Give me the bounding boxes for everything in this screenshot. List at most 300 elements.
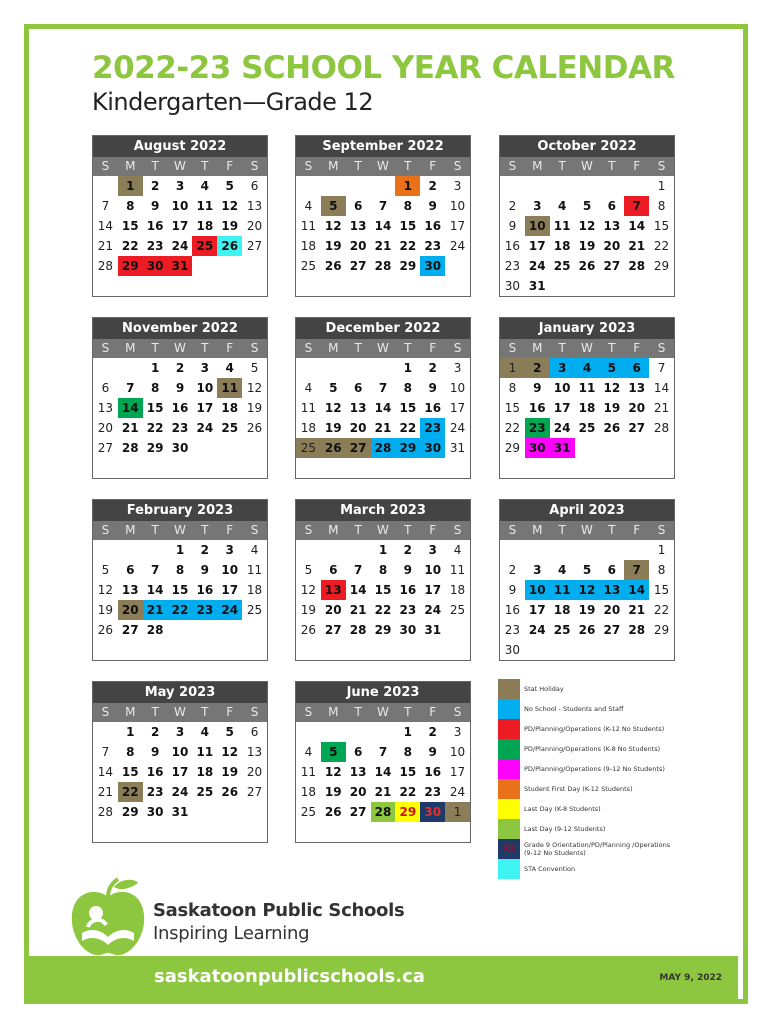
day-cell: 23 [192,600,217,620]
legend-label: Stat Holiday [524,685,564,693]
empty-cell [500,540,525,560]
day-cell: 27 [628,421,646,435]
day-cell: 11 [300,219,317,233]
day-cell: 15 [399,765,417,779]
day-cell: 7 [378,199,388,213]
weekday-label: S [101,159,110,173]
day-cell: 29 [653,623,670,637]
day-cell: 13 [121,583,139,597]
weekday-label: T [151,341,159,355]
day-cell: 20 [349,421,367,435]
day-cell: 21 [374,239,392,253]
month-title: October 2022 [500,136,674,157]
day-cell: 14 [653,381,670,395]
day-cell: 25 [300,259,317,273]
day-cell: 26 [246,421,263,435]
weekday-label: M [125,705,136,719]
day-cell: 17 [528,603,546,617]
weekday-label: M [532,341,543,355]
day-cell: 27 [121,623,139,637]
day-cell: 19 [324,785,342,799]
day-cell: 10 [449,199,466,213]
day-cell: 28 [97,259,114,273]
weekday-label: M [532,523,543,537]
day-cell: 6 [353,745,363,759]
month-calendar [92,135,268,297]
day-cell: 13 [349,219,367,233]
day-cell: 7 [150,563,160,577]
day-cell: 27 [346,438,371,458]
day-cell: 20 [628,401,646,415]
weekday-label: W [377,523,389,537]
day-cell: 12 [603,381,621,395]
day-cell: 20 [349,239,367,253]
empty-cell [296,176,321,196]
legend-swatch [498,739,520,759]
weekday-label: S [304,523,313,537]
day-cell: 12 [97,583,114,597]
day-cell: 5 [582,563,592,577]
day-cell: 31 [424,623,442,637]
weekday-label: W [174,705,186,719]
day-cell: 15 [146,401,164,415]
day-cell: 11 [553,219,571,233]
day-cell: 22 [653,239,670,253]
day-cell: 19 [246,401,263,415]
day-cell: 4 [575,358,600,378]
day-cell: 29 [146,441,164,455]
weekday-label: F [226,341,234,355]
weekday-label: M [328,341,339,355]
day-cell: 16 [399,583,417,597]
day-cell: 17 [449,219,466,233]
legend-item [498,759,688,779]
day-cell: 24 [528,623,546,637]
day-cell: 13 [246,745,263,759]
empty-cell [575,176,600,196]
day-cell: 17 [171,219,189,233]
day-cell: 11 [196,745,214,759]
day-cell: 8 [657,199,666,213]
day-cell: 26 [97,623,114,637]
day-grid [296,540,470,640]
day-cell: 6 [607,199,617,213]
day-cell: 2 [428,361,437,375]
day-cell: 28 [121,441,139,455]
day-cell: 8 [403,381,413,395]
day-cell: 24 [424,603,442,617]
weekday-label: S [101,705,110,719]
revision-date: MAY 9, 2022 [659,973,722,983]
day-cell: 10 [196,381,214,395]
day-cell: 26 [578,623,596,637]
weekday-label: F [429,341,437,355]
weekday-label: F [429,705,437,719]
day-cell: 27 [603,623,621,637]
day-cell: 5 [101,563,110,577]
weekday-label: W [581,341,593,355]
legend-label: STA Convention [524,865,576,873]
day-cell: 2 [525,358,550,378]
empty-cell [143,540,168,560]
day-cell: 30 [399,623,417,637]
day-cell: 6 [624,358,649,378]
day-cell: 7 [657,361,666,375]
day-cell: 27 [349,259,367,273]
weekday-label: T [404,341,412,355]
weekday-label: S [453,705,462,719]
day-cell: 21 [143,600,168,620]
day-cell: 8 [126,199,135,213]
day-cell: 14 [624,580,649,600]
legend-label: PD/Planning/Operations (9-12 No Students) [524,765,665,773]
legend-item [498,859,688,879]
day-cell: 17 [171,765,189,779]
month-title: May 2023 [93,682,267,703]
day-cell: 17 [196,401,214,415]
day-cell: 7 [624,560,649,580]
weekday-label: T [354,159,362,173]
day-cell: 12 [324,219,342,233]
day-cell: 10 [449,745,466,759]
day-cell: 22 [399,785,417,799]
day-cell: 11 [217,378,242,398]
day-cell: 13 [321,580,346,600]
day-cell: 24 [528,259,546,273]
empty-cell [296,540,321,560]
day-cell: 19 [221,765,239,779]
day-cell: 5 [599,358,624,378]
day-cell: 6 [329,563,338,577]
weekday-label: S [453,159,462,173]
day-grid [296,358,470,458]
legend-item [498,719,688,739]
day-cell: 16 [146,219,164,233]
day-cell: 29 [653,259,670,273]
day-cell: 11 [550,580,575,600]
weekday-label: S [304,341,313,355]
day-cell: 7 [126,381,135,395]
day-cell: 28 [628,259,646,273]
empty-cell [93,358,118,378]
weekday-label: S [304,159,313,173]
day-cell: 15 [399,219,417,233]
weekday-label: T [558,523,566,537]
day-cell: 1 [500,358,525,378]
weekday-label: S [508,341,517,355]
empty-cell [599,540,624,560]
legend-label: PD/Planning/Operations (K-12 No Students) [524,725,665,733]
day-cell: 14 [97,765,114,779]
day-cell: 25 [578,421,596,435]
empty-cell [118,358,143,378]
day-cell: 25 [221,421,239,435]
day-cell: 9 [150,745,160,759]
day-cell: 27 [246,785,263,799]
day-cell: 6 [101,381,110,395]
empty-cell [321,540,346,560]
day-cell: 5 [304,563,313,577]
day-cell: 1 [378,543,388,557]
day-cell: 2 [428,179,437,193]
day-cell: 8 [126,745,135,759]
legend-item [498,739,688,759]
month-title: September 2022 [296,136,470,157]
day-cell: 26 [221,785,239,799]
weekday-header [296,521,470,540]
day-cell: 30 [525,438,550,458]
day-cell: 15 [171,583,189,597]
day-cell: 15 [504,401,521,415]
day-cell: 24 [449,421,466,435]
empty-cell [296,358,321,378]
day-cell: 3 [175,179,185,193]
day-cell: 9 [428,381,437,395]
weekday-label: S [453,341,462,355]
day-cell: 10 [449,381,466,395]
day-cell: 29 [395,802,420,822]
day-cell: 19 [324,239,342,253]
day-cell: 23 [504,623,521,637]
empty-cell [93,540,118,560]
day-cell: 4 [200,179,210,193]
weekday-label: F [633,159,641,173]
weekday-label: T [151,159,159,173]
day-cell: 11 [300,401,317,415]
month-calendar [92,499,268,661]
day-cell: 20 [246,219,263,233]
day-cell: 11 [300,765,317,779]
day-cell: 4 [453,543,462,557]
day-cell: 2 [428,725,437,739]
day-cell: 11 [449,563,466,577]
day-cell: 20 [97,421,114,435]
day-cell: 13 [349,765,367,779]
weekday-label: T [404,159,412,173]
day-cell: 3 [225,543,234,557]
weekday-label: S [250,341,259,355]
legend-label: Grade 9 Orientation/PD/Planning /Operations (9-12 No Students) [524,841,671,857]
day-cell: 13 [603,219,621,233]
day-cell: 21 [653,401,670,415]
day-cell: 6 [126,563,135,577]
day-cell: 28 [628,623,646,637]
day-cell: 12 [221,199,239,213]
weekday-label: M [328,705,339,719]
month-calendar [92,317,268,479]
day-cell: 31 [449,441,466,455]
weekday-label: T [354,705,362,719]
weekday-header [500,521,674,540]
day-grid [296,176,470,276]
day-cell: 22 [504,421,521,435]
day-cell: 21 [121,421,139,435]
day-cell: 23 [146,239,164,253]
day-cell: 22 [399,421,417,435]
day-cell: 19 [97,603,114,617]
weekday-label: T [201,523,209,537]
empty-cell [93,722,118,742]
day-cell: 24 [449,785,466,799]
day-cell: 5 [321,196,346,216]
day-cell: 10 [525,216,550,236]
day-cell: 13 [97,401,114,415]
page-subtitle: Kindergarten—Grade 12 [92,88,374,116]
day-cell: 21 [628,239,646,253]
empty-cell [550,176,575,196]
empty-cell [93,176,118,196]
day-cell: 18 [221,401,239,415]
day-cell: 16 [424,401,442,415]
day-cell: 2 [150,725,160,739]
day-cell: 9 [533,381,542,395]
empty-cell [371,722,396,742]
weekday-label: T [404,523,412,537]
day-cell: 21 [97,785,114,799]
day-cell: 17 [528,239,546,253]
day-cell: 10 [525,580,550,600]
day-cell: 19 [324,421,342,435]
legend-label: Last Day (K-8 Students) [524,805,601,813]
day-cell: 23 [424,785,442,799]
weekday-label: S [453,523,462,537]
day-cell: 28 [371,802,396,822]
day-cell: 30 [143,256,168,276]
weekday-label: F [429,159,437,173]
day-cell: 30 [504,279,521,293]
day-cell: 25 [296,438,321,458]
day-cell: 12 [246,381,263,395]
day-cell: 27 [246,239,263,253]
day-cell: 1 [150,361,160,375]
day-cell: 25 [196,785,214,799]
day-cell: 23 [399,603,417,617]
day-grid [500,540,674,660]
day-cell: 4 [557,563,567,577]
day-cell: 30 [146,805,164,819]
day-cell: 26 [578,259,596,273]
empty-cell [525,540,550,560]
day-cell: 14 [374,219,392,233]
weekday-label: S [304,705,313,719]
website-link[interactable]: saskatoonpublicschools.ca [154,966,425,987]
day-cell: 2 [150,179,160,193]
weekday-label: T [558,341,566,355]
weekday-label: S [250,523,259,537]
day-cell: 10 [424,563,442,577]
day-cell: 22 [653,603,670,617]
day-cell: 26 [324,805,342,819]
legend-item [498,839,688,859]
day-cell: 22 [399,239,417,253]
day-cell: 21 [628,603,646,617]
weekday-label: T [151,523,159,537]
day-cell: 31 [528,279,546,293]
weekday-label: T [608,523,616,537]
day-cell: 9 [150,199,160,213]
day-cell: 14 [118,398,143,418]
day-cell: 12 [578,219,596,233]
weekday-label: S [657,523,666,537]
day-cell: 28 [371,438,396,458]
day-cell: 29 [118,256,143,276]
day-cell: 27 [603,259,621,273]
weekday-header [296,703,470,722]
day-cell: 13 [599,580,624,600]
month-calendar [499,499,675,661]
day-cell: 29 [374,623,392,637]
weekday-label: T [354,523,362,537]
empty-cell [500,176,525,196]
day-cell: 25 [553,623,571,637]
day-cell: 17 [553,401,571,415]
weekday-label: M [125,523,136,537]
day-cell: 12 [324,765,342,779]
weekday-header [93,339,267,358]
legend-item [498,779,688,799]
day-cell: 7 [353,563,363,577]
day-cell: 4 [304,381,313,395]
day-cell: 24 [171,785,189,799]
org-name: Saskatoon Public Schools [153,900,405,921]
day-cell: 28 [349,623,367,637]
empty-cell [321,358,346,378]
day-cell: 16 [424,765,442,779]
day-cell: 14 [349,583,367,597]
day-cell: 10 [221,563,239,577]
day-cell: 1 [395,176,420,196]
day-cell: 3 [550,358,575,378]
weekday-label: T [201,705,209,719]
weekday-label: W [377,705,389,719]
legend-label: No School - Students and Staff [524,705,624,713]
day-cell: 18 [553,239,571,253]
day-cell: 30 [420,438,445,458]
day-cell: 5 [582,199,592,213]
day-cell: 26 [321,438,346,458]
weekday-header [93,521,267,540]
day-cell: 24 [553,421,571,435]
empty-cell [346,176,371,196]
day-cell: 1 [657,179,666,193]
legend-swatch [498,859,520,879]
day-cell: 16 [528,401,546,415]
page-title: 2022-23 SCHOOL YEAR CALENDAR [92,50,675,86]
empty-cell [346,358,371,378]
day-cell: 22 [168,600,193,620]
day-cell: 30 [171,441,189,455]
month-calendar [499,135,675,297]
empty-cell [346,722,371,742]
weekday-label: S [101,523,110,537]
weekday-label: M [125,341,136,355]
day-cell: 26 [324,259,342,273]
day-cell: 14 [146,583,164,597]
weekday-label: M [328,159,339,173]
day-cell: 7 [378,745,388,759]
day-cell: 1 [445,802,470,822]
day-cell: 22 [146,421,164,435]
empty-cell [371,358,396,378]
day-cell: 15 [399,401,417,415]
legend-swatch [498,819,520,839]
weekday-label: T [608,341,616,355]
weekday-label: W [174,159,186,173]
day-cell: 18 [449,583,466,597]
day-cell: 27 [97,441,114,455]
day-cell: 18 [300,785,317,799]
day-cell: 4 [200,725,210,739]
